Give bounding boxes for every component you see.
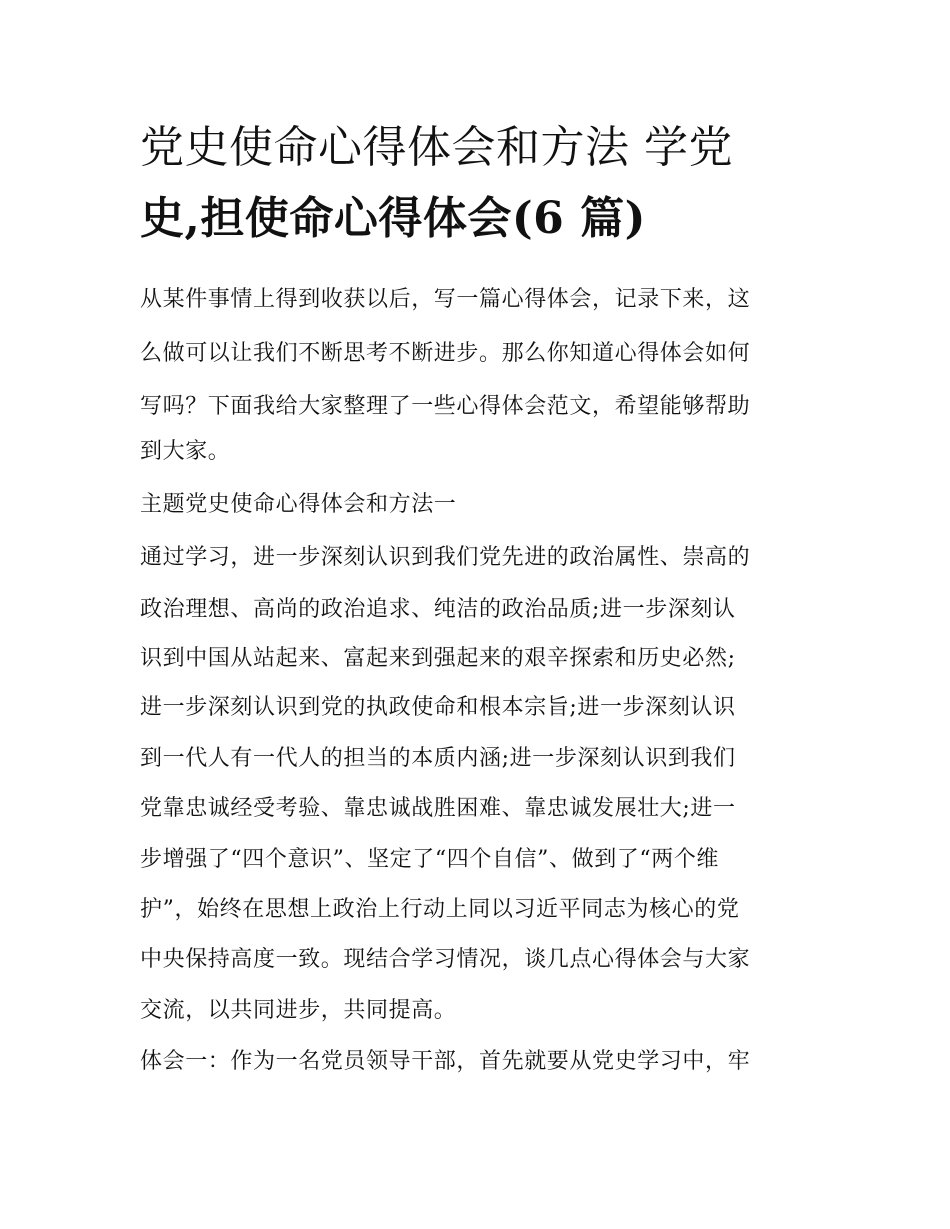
document-title — [140, 112, 820, 254]
body-line-2: 政治理想、高尚的政治追求、纯洁的政治品质;进一步深刻认 — [140, 597, 736, 622]
body-line-7: 步增强了“四个意识”、坚定了“四个自信”、做到了“两个维 — [140, 847, 720, 872]
body-line-5: 到一代人有一代人的担当的本质内涵;进一步深刻认识到我们 — [140, 746, 736, 771]
body-line-9: 中央保持高度一致。现结合学习情况，谈几点心得体会与大家 — [140, 947, 751, 972]
intro-line-2: 么做可以让我们不断思考不断进步。那么你知道心得体会如何 — [140, 341, 751, 366]
body-line-4: 进一步深刻认识到党的执政使命和根本宗旨;进一步深刻认识 — [140, 695, 736, 720]
body-line-1: 通过学习，进一步深刻认识到我们党先进的政治属性、崇高的 — [140, 545, 751, 570]
body-line-8: 护”，始终在思想上政治上行动上同以习近平同志为核心的党 — [140, 897, 740, 922]
title-line-1: 党史使命心得体会和方法 学党 — [140, 122, 733, 173]
intro-line-3: 写吗？下面我给大家整理了一些心得体会范文，希望能够帮助 — [140, 394, 751, 419]
body-line-10: 交流，以共同进步，共同提高。 — [140, 998, 457, 1023]
intro-line-1: 从某件事情上得到收获以后，写一篇心得体会，记录下来，这 — [140, 287, 751, 312]
body-line-3: 识到中国从站起来、富起来到强起来的艰辛探索和历史必然; — [140, 646, 736, 671]
title-line-2: 史,担使命心得体会(6 篇) — [140, 193, 646, 244]
intro-line-4: 到大家。 — [140, 439, 231, 464]
body-line-11: 体会一：作为一名党员领导干部，首先就要从党史学习中，牢 — [140, 1049, 751, 1074]
body-line-6: 党靠忠诚经受考验、靠忠诚战胜困难、靠忠诚发展壮大;进一 — [140, 796, 736, 821]
section-heading: 主题党史使命心得体会和方法一 — [140, 492, 457, 517]
